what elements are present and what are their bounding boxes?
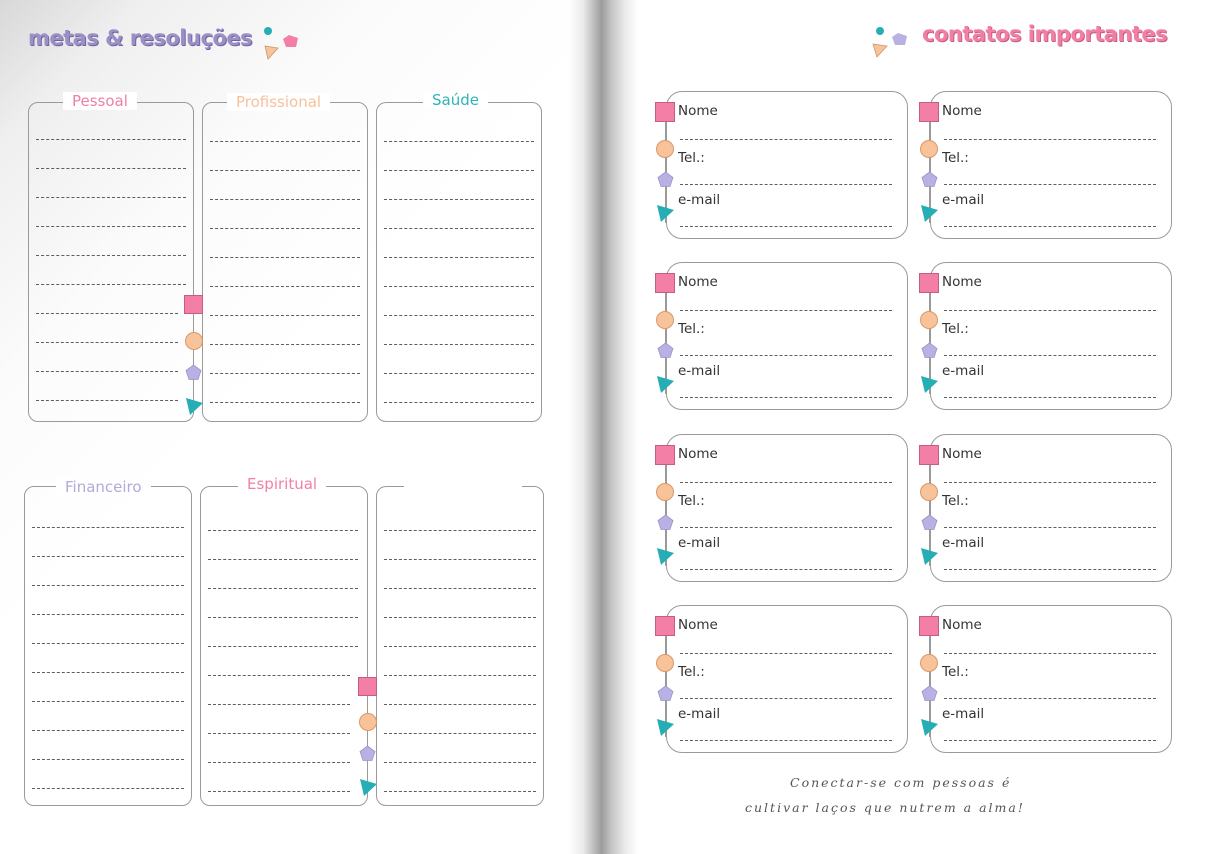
circle-icon [920,140,938,158]
goal-line[interactable] [384,141,534,142]
goal-line[interactable] [32,759,184,760]
goal-line[interactable] [210,344,360,345]
goal-line[interactable] [210,257,360,258]
contact-name-label: Nome [942,617,982,633]
contact-field-line[interactable] [680,527,892,528]
contact-email-label: e-mail [942,535,985,551]
goal-line[interactable] [32,730,184,731]
goal-line[interactable] [32,527,184,528]
contact-field-line[interactable] [680,740,892,741]
goal-line[interactable] [384,199,534,200]
section-label-blank [404,478,522,496]
goal-line[interactable] [384,315,534,316]
contact-email-label: e-mail [942,192,985,208]
triangle-icon [185,397,204,416]
goal-line[interactable] [32,585,184,586]
pentagon-icon [657,514,674,531]
goal-line[interactable] [384,530,536,531]
goal-line[interactable] [36,139,186,140]
goal-line[interactable] [210,402,360,403]
contact-field-line[interactable] [680,482,892,483]
contact-phone-label: Tel.: [678,321,705,337]
goal-line[interactable] [210,373,360,374]
circle-icon [656,483,674,501]
pentagon-icon [657,171,674,188]
pentagon-icon [657,342,674,359]
goal-box-saude [376,102,542,422]
contact-field-line[interactable] [680,139,892,140]
contact-field-line[interactable] [944,226,1156,227]
goal-line[interactable] [384,257,534,258]
contact-email-label: e-mail [678,535,721,551]
contact-name-label: Nome [678,446,718,462]
goal-line[interactable] [32,556,184,557]
contact-field-line[interactable] [680,226,892,227]
contact-field-line[interactable] [680,698,892,699]
contact-field-line[interactable] [944,397,1156,398]
triangle-icon [656,375,675,394]
triangle-icon [359,778,378,797]
circle-icon [920,654,938,672]
goal-line[interactable] [384,228,534,229]
triangle-icon [656,718,675,737]
confetti-icon [262,26,300,60]
goal-line[interactable] [36,226,186,227]
contact-field-line[interactable] [944,653,1156,654]
contact-field-line[interactable] [944,740,1156,741]
section-label-financeiro: Financeiro [56,478,151,496]
goal-line[interactable] [36,284,186,285]
square-icon [184,295,203,314]
contact-field-line[interactable] [680,310,892,311]
circle-icon [656,311,674,329]
goal-line[interactable] [36,313,178,314]
square-icon [358,677,377,696]
contact-email-label: e-mail [678,192,721,208]
contact-field-line[interactable] [680,397,892,398]
goal-line[interactable] [210,286,360,287]
contact-email-label: e-mail [678,363,721,379]
pentagon-icon [921,342,938,359]
section-label-saude: Saúde [423,91,488,109]
goal-line[interactable] [210,199,360,200]
goal-line[interactable] [208,617,358,618]
goal-line[interactable] [384,791,536,792]
goal-line[interactable] [384,617,536,618]
triangle-icon [920,547,939,566]
square-icon [919,102,939,122]
goal-line[interactable] [36,342,178,343]
quote-line-2: cultivar laços que nutrem a alma! [745,800,1025,815]
contact-field-line[interactable] [680,184,892,185]
goal-line[interactable] [32,614,184,615]
goal-line[interactable] [384,762,536,763]
page-title-contacts: contatos importantes [922,22,1168,46]
goal-box-financeiro [24,486,192,806]
contact-field-line[interactable] [944,482,1156,483]
contact-name-label: Nome [678,617,718,633]
contact-phone-label: Tel.: [678,150,705,166]
contact-name-label: Nome [942,103,982,119]
goal-line[interactable] [36,197,186,198]
goal-line[interactable] [208,559,358,560]
contact-name-label: Nome [942,274,982,290]
triangle-icon [920,718,939,737]
section-label-profissional: Profissional [227,93,330,111]
contact-field-line[interactable] [944,569,1156,570]
circle-icon [359,713,377,731]
goal-line[interactable] [384,588,536,589]
square-icon [655,273,675,293]
goal-line[interactable] [36,255,186,256]
goal-line[interactable] [208,588,358,589]
pentagon-icon [359,745,376,762]
circle-icon [920,483,938,501]
goal-line[interactable] [384,675,536,676]
goal-line[interactable] [208,675,350,676]
square-icon [919,445,939,465]
square-icon [655,445,675,465]
goal-line[interactable] [208,791,350,792]
contact-phone-label: Tel.: [942,150,969,166]
goal-box-profissional [202,102,368,422]
contact-phone-label: Tel.: [942,493,969,509]
contact-field-line[interactable] [944,184,1156,185]
goal-line[interactable] [32,701,184,702]
circle-icon [656,140,674,158]
contact-phone-label: Tel.: [942,321,969,337]
contact-field-line[interactable] [680,355,892,356]
pentagon-icon [921,171,938,188]
goal-line[interactable] [210,170,360,171]
goal-line[interactable] [384,373,534,374]
contact-field-line[interactable] [944,310,1156,311]
square-icon [655,102,675,122]
goal-line[interactable] [32,788,184,789]
contact-field-line[interactable] [944,139,1156,140]
pentagon-icon [921,685,938,702]
contact-field-line[interactable] [944,527,1156,528]
section-label-espiritual: Espiritual [238,475,326,493]
goal-line[interactable] [384,559,536,560]
triangle-icon [656,547,675,566]
book-gutter [568,0,638,854]
contact-name-label: Nome [678,274,718,290]
square-icon [655,616,675,636]
goal-line[interactable] [210,141,360,142]
contact-field-line[interactable] [944,698,1156,699]
goal-line[interactable] [384,286,534,287]
goal-line[interactable] [384,704,536,705]
pentagon-icon [185,364,202,381]
contact-phone-label: Tel.: [678,664,705,680]
goal-line[interactable] [36,168,186,169]
goal-line[interactable] [210,228,360,229]
contact-field-line[interactable] [680,569,892,570]
square-icon [919,616,939,636]
contact-name-label: Nome [942,446,982,462]
goal-line[interactable] [36,371,178,372]
triangle-icon [920,375,939,394]
square-icon [919,273,939,293]
goal-line[interactable] [384,170,534,171]
page-title-goals: metas & resoluções [28,26,253,50]
contact-phone-label: Tel.: [678,493,705,509]
contact-email-label: e-mail [942,363,985,379]
section-label-pessoal: Pessoal [63,92,137,110]
goal-line[interactable] [32,643,184,644]
triangle-icon [920,204,939,223]
goal-line[interactable] [384,402,534,403]
circle-icon [185,332,203,350]
contact-name-label: Nome [678,103,718,119]
goal-line[interactable] [384,344,534,345]
contact-field-line[interactable] [944,355,1156,356]
pentagon-icon [921,514,938,531]
goal-line[interactable] [208,646,358,647]
contact-field-line[interactable] [680,653,892,654]
quote-line-1: Conectar-se com pessoas é [790,775,1012,790]
goal-line[interactable] [384,646,536,647]
goal-box-pessoal [28,102,194,422]
triangle-icon [656,204,675,223]
confetti-icon [870,25,910,59]
goal-line[interactable] [208,704,350,705]
goal-line[interactable] [210,315,360,316]
circle-icon [656,654,674,672]
contact-email-label: e-mail [678,706,721,722]
contact-phone-label: Tel.: [942,664,969,680]
goal-line[interactable] [384,733,536,734]
goal-line[interactable] [32,672,184,673]
goal-line[interactable] [208,762,350,763]
circle-icon [920,311,938,329]
goal-line[interactable] [208,733,350,734]
goal-line[interactable] [208,530,358,531]
pentagon-icon [657,685,674,702]
goal-line[interactable] [36,400,178,401]
contact-email-label: e-mail [942,706,985,722]
